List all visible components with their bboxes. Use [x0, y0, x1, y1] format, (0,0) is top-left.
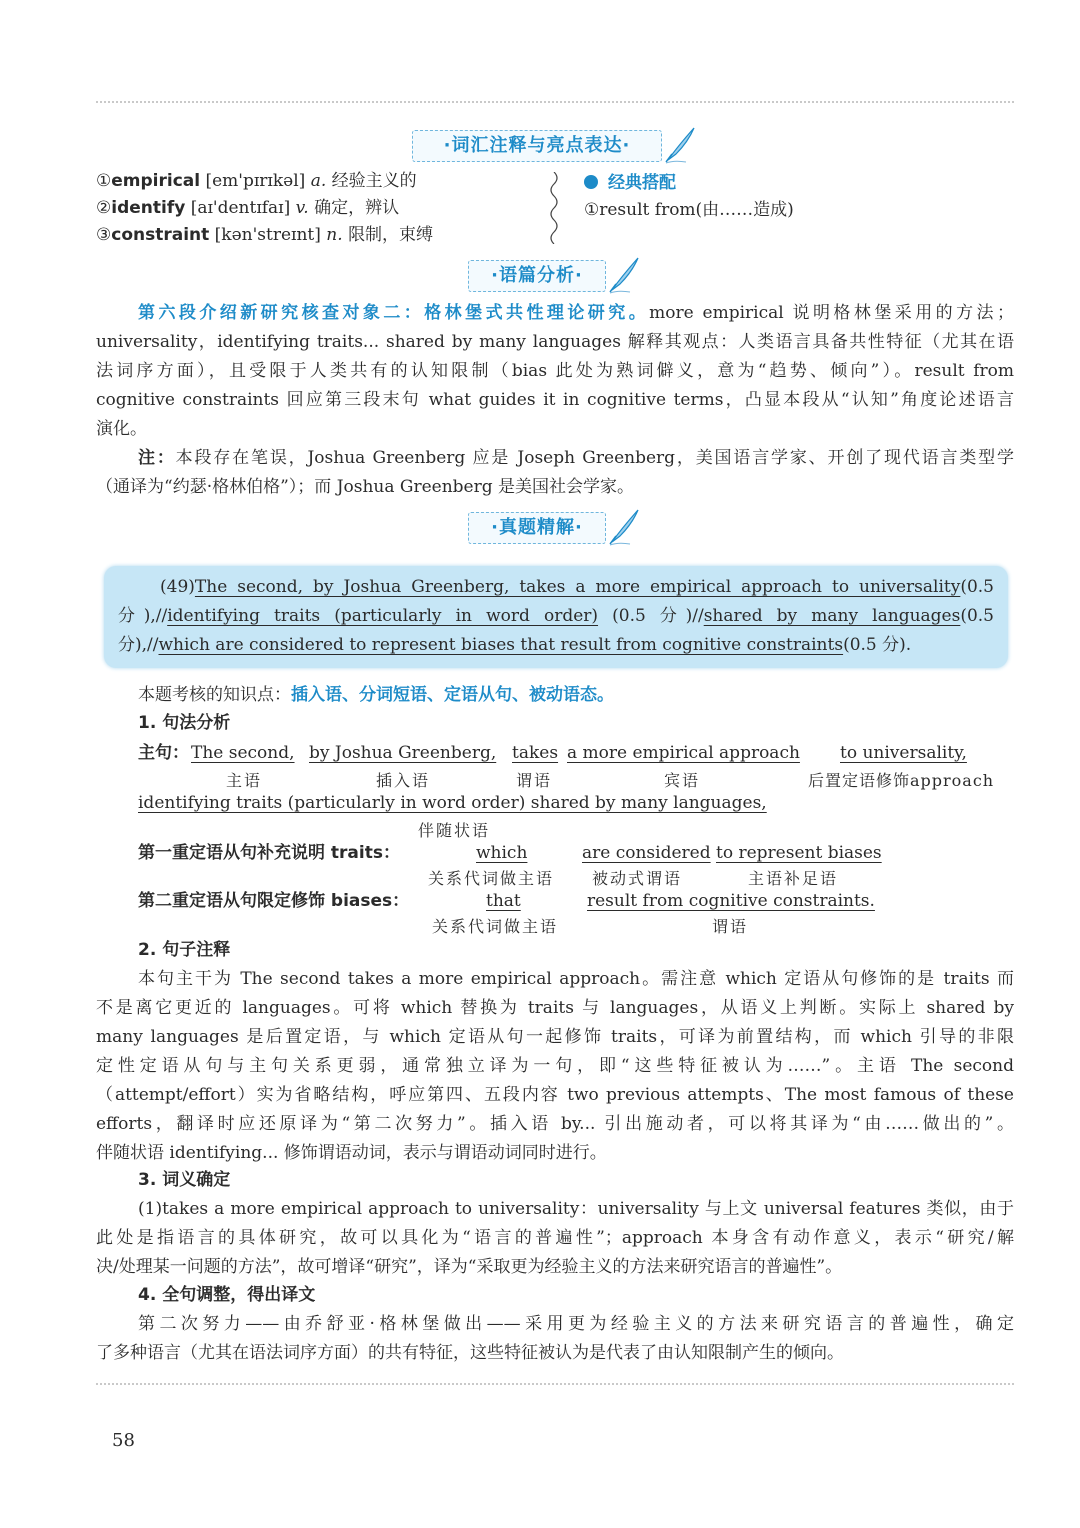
notes-line: efforts，翻译时应还原译为“第二次努力”。插入语 by... 引出施动者，可以将其译为“由……做出的”。 — [96, 1114, 1014, 1134]
vocab-item: ①empirical [em'pɪrɪkəl] a. 经验主义的 — [96, 171, 417, 191]
segment-result-from: result from cognitive constraints. — [587, 891, 875, 911]
collocation-item: ①result from(由……造成) — [584, 200, 794, 220]
vocab-item: ③constraint [kən'streɪnt] n. 限制，束缚 — [96, 225, 434, 245]
segment-postmodifier: to universality, — [840, 743, 967, 763]
notes-line: many languages 是后置定语，与 which 定语从句一起修饰 traits，可译为前置结构，而 which 引导的非限 — [96, 1027, 1014, 1047]
label-relative-pronoun: 关系代词做主语 — [428, 869, 555, 888]
wavy-divider — [548, 172, 560, 244]
label-subject: 主语 — [226, 771, 263, 790]
label-passive-predicate: 被动式谓语 — [592, 869, 683, 888]
label-predicate: 谓语 — [516, 771, 553, 790]
segment-adverbial: identifying traits (particularly in word order) shared by many languages, — [138, 793, 767, 813]
question-line: 分),//which are considered to represent biases that result from cognitive constraints(0.5 分). — [118, 635, 912, 655]
vocab-item: ②identify [aɪ'dentɪfaɪ] v. 确定，辨认 — [96, 198, 400, 218]
label-object: 宾语 — [664, 771, 701, 790]
segment-object: a more empirical approach — [567, 743, 800, 763]
word-meaning-line: 此处是指语言的具体研究，故可以具化为“语言的普遍性”；approach 本身含有动作意义，表示“研究/解 — [96, 1228, 1014, 1248]
label-subject-complement: 主语补足语 — [748, 869, 839, 888]
translation-line: 了多种语言（尤其在语法词序方面）的共有特征，这些特征被认为是代表了由认知限制产生的倾向。 — [96, 1343, 844, 1363]
label-parenthesis: 插入语 — [376, 771, 431, 790]
heading-syntax: 1. 句法分析 — [138, 713, 231, 733]
discourse-line: 法词序方面），且受限于人类共有的认知限制（bias 此处为熟词僻义，意为“趋势、倾向”）。result from — [96, 361, 1014, 381]
bullet-dot-icon — [584, 175, 598, 189]
clause1-label: 第一重定语从句补充说明 traits： — [138, 843, 400, 863]
question-line: 分),//identifying traits (particularly in word order) (0.5 分)//shared by many languages(0.5 — [118, 606, 994, 626]
label-postmodifier: 后置定语修饰approach — [808, 771, 995, 790]
note-line: （通译为“约瑟·格林伯格”）；而 Joshua Greenberg 是美国社会学家。 — [96, 477, 635, 497]
notes-line: 定性定语从句与主句关系更弱，通常独立译为一句，即“这些特征被认为……”。主语 The second — [96, 1056, 1014, 1076]
clause2-label: 第二重定语从句限定修饰 biases： — [138, 891, 410, 911]
label-adverbial: 伴随状语 — [418, 821, 491, 840]
word-meaning-line: 决/处理某一问题的方法”，故可增译“研究”，译为“采取更为经验主义的方法来研究语言的普遍性”。 — [96, 1257, 843, 1277]
notes-line: 伴随状语 identifying... 修饰谓语动词，表示与谓语动词同时进行。 — [96, 1143, 607, 1163]
quill-pen-icon — [664, 124, 700, 164]
section-title-vocab: ·词汇注释与亮点表达· — [412, 130, 662, 162]
word-meaning-line: (1)takes a more empirical approach to universality：universality 与上文 universal features 类似，由于 — [138, 1199, 1014, 1219]
discourse-line: cognitive constraints 回应第三段末句 what guides it in cognitive terms，凸显本段从“认知”角度论述语言 — [96, 390, 1014, 410]
bottom-divider — [96, 1383, 1014, 1385]
section-title-discourse: ·语篇分析· — [468, 260, 606, 292]
main-clause-label: 主句： — [138, 743, 189, 763]
note-line: 注：本段存在笔误，Joshua Greenberg 应是 Joseph Greenberg，美国语言学家、开创了现代语言类型学 — [138, 448, 1015, 468]
translation-line: 第二次努力——由乔舒亚·格林堡做出——采用更为经验主义的方法来研究语言的普遍性，确定 — [138, 1314, 1014, 1334]
notes-line: （attempt/effort）实为省略结构，呼应第四、五段内容 two previous attempts、The most famous of these — [96, 1085, 1014, 1105]
top-divider — [96, 101, 1014, 103]
segment-parenthesis: by Joshua Greenberg, — [309, 743, 497, 763]
discourse-line: universality，identifying traits... shared by many languages 解释其观点：人类语言具备共性特征（尤其在语 — [96, 332, 1014, 352]
quill-pen-icon — [608, 506, 644, 546]
collocation-title: 经典搭配 — [584, 170, 676, 196]
label-relative-pronoun-2: 关系代词做主语 — [432, 917, 559, 936]
segment-are-considered: are considered — [582, 843, 711, 863]
segment-which: which — [476, 843, 528, 863]
heading-notes: 2. 句子注释 — [138, 940, 231, 960]
discourse-line: 第六段介绍新研究核查对象二：格林堡式共性理论研究。more empirical 说明格林堡采用的方法； — [138, 303, 1014, 323]
knowledge-points: 本题考核的知识点：插入语、分词短语、定语从句、被动语态。 — [138, 685, 614, 705]
segment-that: that — [486, 891, 521, 911]
question-line: (49)The second, by Joshua Greenberg, takes a more empirical approach to universality(0.5 — [160, 577, 994, 597]
discourse-line: 演化。 — [96, 419, 147, 439]
label-predicate-2: 谓语 — [712, 917, 749, 936]
segment-to-represent: to represent biases — [716, 843, 882, 863]
section-title-exam: ·真题精解· — [468, 512, 606, 544]
page-number: 58 — [112, 1430, 135, 1451]
notes-line: 不是离它更近的 languages。可将 which 替换为 traits 与 languages，从语义上判断。实际上 shared by — [96, 998, 1014, 1018]
heading-translation: 4. 全句调整，得出译文 — [138, 1285, 316, 1305]
segment-subject: The second, — [191, 743, 295, 763]
notes-line: 本句主干为 The second takes a more empirical approach。需注意 which 定语从句修饰的是 traits 而 — [138, 969, 1014, 989]
quill-pen-icon — [608, 254, 644, 294]
heading-word-meaning: 3. 词义确定 — [138, 1170, 231, 1190]
segment-predicate: takes — [512, 743, 559, 763]
